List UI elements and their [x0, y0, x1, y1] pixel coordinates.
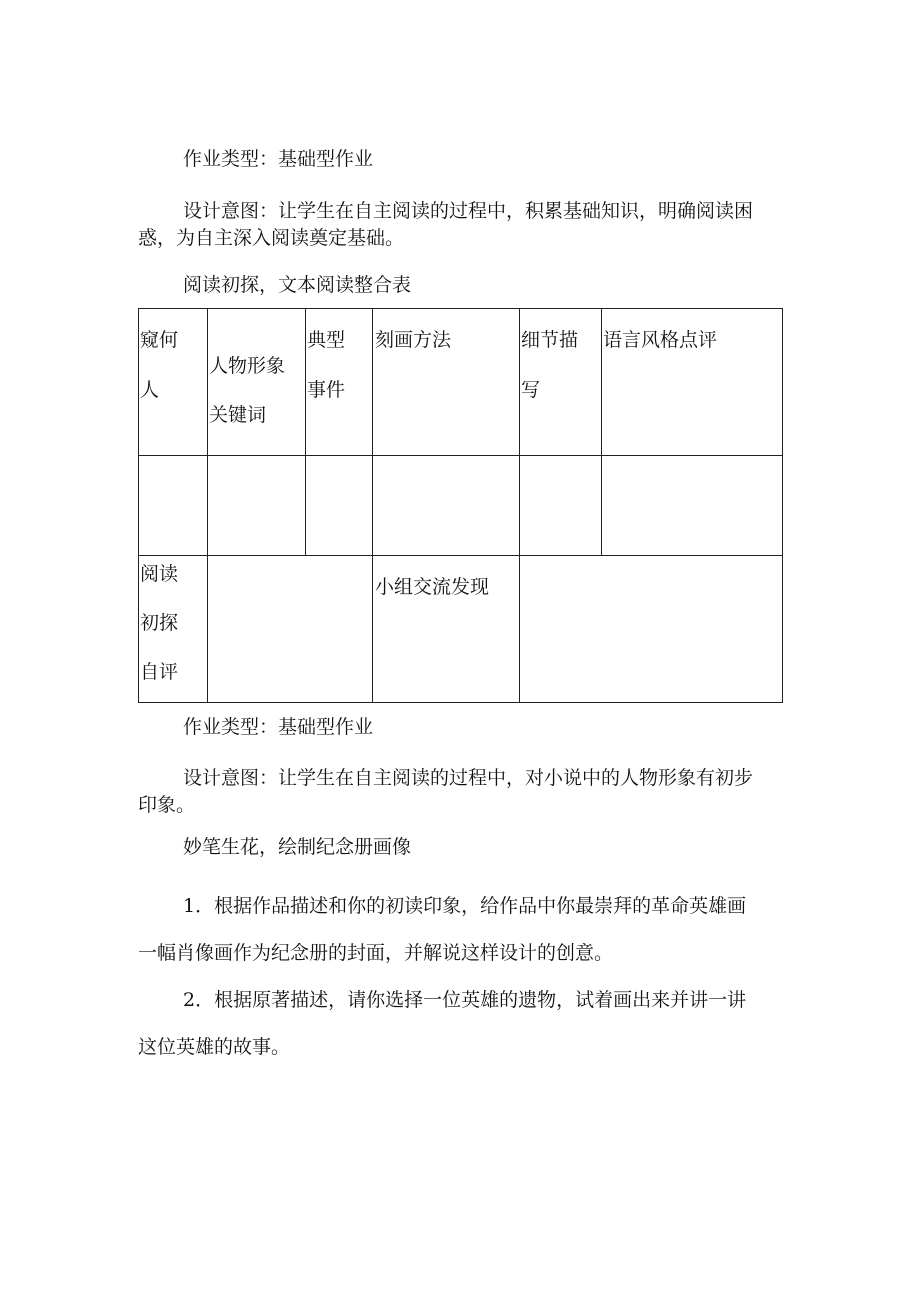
header-text: 刻画方法: [375, 329, 452, 351]
row-label-text: 自评: [140, 661, 179, 683]
table-cell-empty[interactable]: [138, 455, 208, 556]
header-text: 事件: [307, 379, 346, 401]
table-cell-empty[interactable]: [519, 455, 602, 556]
task-item-line: 2．根据原著描述，请你选择一位英雄的遗物，试着画出来并讲一讲: [183, 989, 747, 1011]
group-discussion-label: 小组交流发现: [375, 576, 490, 598]
table-row-label-cell: [138, 555, 208, 703]
table-header-cell: [601, 308, 783, 456]
table-cell-group-findings[interactable]: [519, 555, 783, 703]
header-text: 写: [521, 379, 541, 401]
task-item-1: [138, 883, 746, 977]
homework-type-label: 作业类型：基础型作业: [183, 148, 374, 170]
table-header-cell: [207, 308, 306, 456]
header-text: 人: [140, 379, 160, 401]
task-item-2: [138, 977, 746, 1071]
table-title: 阅读初探，文本阅读整合表: [183, 274, 412, 296]
table-cell-empty[interactable]: [601, 455, 783, 556]
header-text: 典型: [307, 329, 346, 351]
table-header-cell: [305, 308, 373, 456]
design-intent-line: 印象。: [138, 794, 196, 816]
design-intent-line: 设计意图：让学生在自主阅读的过程中，对小说中的人物形象有初步: [183, 767, 754, 789]
task-item-line: 1．根据作品描述和你的初读印象，给作品中你最崇拜的革命英雄画: [183, 895, 747, 917]
table-cell-empty[interactable]: [372, 455, 520, 556]
task-item-line: 一幅肖像画作为纪念册的封面，并解说这样设计的创意。: [138, 942, 614, 964]
header-text: 人物形象: [209, 355, 286, 377]
table-cell-self-evaluation[interactable]: [207, 555, 373, 703]
table-cell-empty[interactable]: [305, 455, 373, 556]
table-header-cell: [372, 308, 520, 456]
header-text: 语言风格点评: [603, 329, 718, 351]
design-intent-line: 惑，为自主深入阅读奠定基础。: [138, 227, 405, 249]
row-label-text: 阅读: [140, 563, 179, 585]
design-intent-paragraph: [138, 765, 753, 819]
header-text: 细节描: [521, 329, 579, 351]
row-label-text: 初探: [140, 612, 179, 634]
design-intent-line: 设计意图：让学生在自主阅读的过程中，积累基础知识，明确阅读困: [183, 200, 754, 222]
table-header-cell: [138, 308, 208, 456]
task-item-line: 这位英雄的故事。: [138, 1036, 291, 1058]
homework-type-label: 作业类型：基础型作业: [183, 716, 374, 738]
table-header-cell: [519, 308, 602, 456]
table-label-cell: [372, 555, 520, 703]
task-title: 妙笔生花，绘制纪念册画像: [183, 836, 412, 858]
header-text: 窥何: [140, 329, 179, 351]
reading-integration-table: [138, 308, 783, 703]
design-intent-paragraph: [138, 198, 753, 252]
table-cell-empty[interactable]: [207, 455, 306, 556]
header-text: 关键词: [209, 404, 267, 426]
